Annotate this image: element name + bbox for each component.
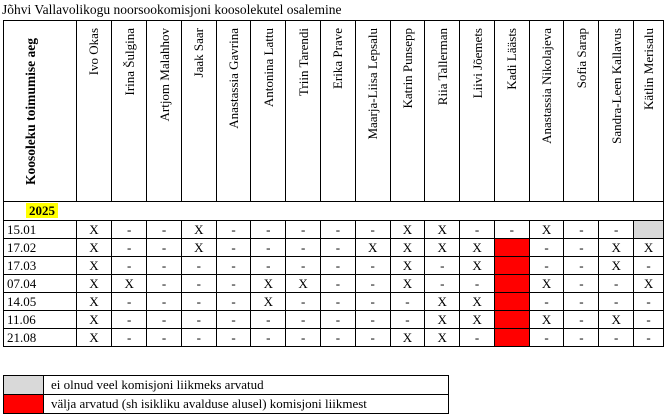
attendance-cell: X — [76, 239, 112, 257]
table-row — [4, 239, 664, 257]
member-name: Liivi Jõemets — [469, 28, 485, 99]
attendance-cell: X — [529, 221, 564, 239]
attendance-cell — [494, 239, 529, 257]
member-name: Triin Tarendi — [295, 28, 311, 97]
attendance-cell: X — [460, 311, 495, 329]
attendance-cell: - — [147, 221, 182, 239]
attendance-cell: - — [460, 221, 495, 239]
attendance-cell: - — [112, 239, 147, 257]
attendance-cell: - — [286, 293, 321, 311]
attendance-cell: - — [321, 311, 356, 329]
attendance-cell: X — [76, 221, 112, 239]
attendance-cell: - — [112, 329, 147, 347]
attendance-cell — [494, 329, 529, 347]
member-name: Maarja-Liisa Lepsalu — [365, 28, 381, 140]
attendance-cell: - — [147, 275, 182, 293]
attendance-cell: - — [634, 293, 664, 311]
attendance-cell: - — [181, 257, 216, 275]
header-meeting-time-label: Koosoleku toimumise aeg — [22, 37, 38, 185]
attendance-cell: X — [425, 329, 460, 347]
attendance-cell: - — [251, 221, 286, 239]
member-name: Erika Prave — [330, 28, 346, 90]
attendance-cell: - — [181, 293, 216, 311]
attendance-cell — [494, 257, 529, 275]
attendance-cell: X — [390, 257, 425, 275]
header-meeting-time — [4, 21, 77, 202]
member-name: Sandra-Leen Kallavus — [608, 28, 624, 144]
meeting-date: 14.05 — [4, 293, 77, 311]
header-member — [529, 21, 564, 202]
attendance-cell: - — [251, 329, 286, 347]
legend-row — [4, 395, 449, 414]
table-row — [4, 311, 664, 329]
member-name: Ivo Okas — [86, 28, 102, 76]
attendance-cell: - — [251, 311, 286, 329]
table-row — [4, 275, 664, 293]
attendance-cell: - — [181, 275, 216, 293]
attendance-cell: - — [321, 221, 356, 239]
attendance-cell: - — [599, 221, 634, 239]
attendance-cell: - — [286, 257, 321, 275]
table-row — [4, 293, 664, 311]
attendance-cell: - — [147, 293, 182, 311]
attendance-cell: X — [286, 275, 321, 293]
page-title: Jõhvi Vallavolikogu noorsookomisjoni koosolekutel osalemine — [2, 2, 342, 17]
attendance-cell — [494, 293, 529, 311]
attendance-cell: X — [599, 311, 634, 329]
member-name: Jaak Saar — [191, 28, 207, 78]
attendance-cell: X — [460, 293, 495, 311]
year-badge: 2025 — [26, 203, 58, 218]
header-member — [147, 21, 182, 202]
attendance-cell: X — [76, 257, 112, 275]
header-member — [216, 21, 251, 202]
attendance-cell: X — [251, 275, 286, 293]
member-name: Anastassia Gavrina — [226, 28, 242, 129]
attendance-cell: - — [112, 311, 147, 329]
attendance-cell: - — [634, 257, 664, 275]
attendance-cell: X — [634, 239, 664, 257]
attendance-cell: - — [286, 239, 321, 257]
attendance-cell: - — [181, 311, 216, 329]
attendance-cell: - — [216, 311, 251, 329]
member-name: Sofia Sarap — [573, 28, 589, 89]
header-member — [181, 21, 216, 202]
attendance-cell: - — [216, 239, 251, 257]
legend-text: välja arvatud (sh isikliku avalduse alusel) komisjoni liikmest — [44, 395, 449, 414]
attendance-cell: X — [425, 221, 460, 239]
attendance-cell: - — [355, 311, 390, 329]
meeting-date: 21.08 — [4, 329, 77, 347]
header-member — [76, 21, 112, 202]
attendance-cell: - — [112, 257, 147, 275]
header-member — [564, 21, 599, 202]
attendance-cell: X — [390, 275, 425, 293]
attendance-cell: - — [529, 257, 564, 275]
attendance-cell: - — [216, 221, 251, 239]
attendance-cell: - — [216, 257, 251, 275]
year-cell — [4, 202, 664, 221]
attendance-cell: - — [390, 293, 425, 311]
table-row — [4, 329, 664, 347]
attendance-cell: X — [599, 239, 634, 257]
attendance-cell: - — [634, 329, 664, 347]
attendance-cell: X — [529, 311, 564, 329]
header-member — [251, 21, 286, 202]
attendance-cell: - — [425, 275, 460, 293]
legend-row — [4, 376, 449, 395]
attendance-cell: X — [181, 221, 216, 239]
attendance-cell: X — [251, 293, 286, 311]
attendance-cell: X — [390, 239, 425, 257]
attendance-cell: - — [355, 329, 390, 347]
attendance-cell: - — [147, 239, 182, 257]
member-name: Katrin Punsepp — [399, 28, 415, 109]
attendance-cell: - — [634, 311, 664, 329]
attendance-cell: - — [321, 329, 356, 347]
attendance-cell: - — [564, 293, 599, 311]
attendance-cell: - — [286, 311, 321, 329]
attendance-cell: - — [529, 239, 564, 257]
attendance-cell: - — [286, 329, 321, 347]
member-name: Kätlin Merisalu — [641, 28, 657, 110]
attendance-cell: - — [460, 329, 495, 347]
attendance-cell: X — [76, 275, 112, 293]
legend-text: ei olnud veel komisjoni liikmeks arvatud — [44, 376, 449, 395]
attendance-cell: X — [181, 239, 216, 257]
attendance-cell: - — [147, 311, 182, 329]
header-row — [4, 21, 664, 202]
header-member — [286, 21, 321, 202]
attendance-cell: X — [76, 293, 112, 311]
attendance-cell: - — [564, 329, 599, 347]
attendance-cell: - — [564, 257, 599, 275]
attendance-cell: X — [460, 239, 495, 257]
attendance-cell — [494, 311, 529, 329]
attendance-cell: - — [355, 221, 390, 239]
year-row — [4, 202, 664, 221]
attendance-cell: - — [355, 257, 390, 275]
attendance-cell: X — [390, 221, 425, 239]
attendance-cell: - — [355, 293, 390, 311]
attendance-cell: X — [634, 275, 664, 293]
attendance-cell: - — [321, 239, 356, 257]
member-name: Anastassia Nikolajeva — [539, 28, 555, 144]
legend-swatch — [4, 376, 44, 395]
header-member — [112, 21, 147, 202]
attendance-cell: - — [599, 275, 634, 293]
table-row — [4, 257, 664, 275]
attendance-cell: - — [564, 275, 599, 293]
member-name: Antonina Lattu — [260, 28, 276, 108]
attendance-cell: - — [112, 221, 147, 239]
attendance-cell: X — [529, 275, 564, 293]
meeting-date: 11.06 — [4, 311, 77, 329]
attendance-cell: X — [355, 239, 390, 257]
attendance-cell: - — [216, 275, 251, 293]
attendance-cell: X — [112, 275, 147, 293]
attendance-cell: - — [425, 257, 460, 275]
member-name: Irina Šulgina — [121, 28, 137, 96]
attendance-cell: - — [251, 257, 286, 275]
header-member — [460, 21, 495, 202]
legend-swatch — [4, 395, 44, 414]
meeting-date: 07.04 — [4, 275, 77, 293]
attendance-cell: X — [425, 311, 460, 329]
attendance-cell: - — [321, 293, 356, 311]
attendance-cell: X — [460, 257, 495, 275]
attendance-cell: - — [564, 239, 599, 257]
meeting-date: 17.02 — [4, 239, 77, 257]
header-member — [494, 21, 529, 202]
header-member — [390, 21, 425, 202]
meeting-date: 15.01 — [4, 221, 77, 239]
header-member — [425, 21, 460, 202]
member-name: Artjom Malahhov — [156, 28, 172, 122]
attendance-cell: - — [321, 275, 356, 293]
attendance-cell: X — [425, 293, 460, 311]
member-name: Riia Tallerman — [434, 28, 450, 106]
attendance-cell: - — [216, 293, 251, 311]
attendance-cell: - — [564, 311, 599, 329]
attendance-cell: - — [181, 329, 216, 347]
attendance-cell — [634, 221, 664, 239]
header-member — [599, 21, 634, 202]
attendance-cell: - — [390, 311, 425, 329]
attendance-cell: - — [564, 221, 599, 239]
attendance-cell: - — [599, 329, 634, 347]
attendance-cell: X — [76, 311, 112, 329]
header-member — [355, 21, 390, 202]
attendance-table — [3, 20, 664, 347]
attendance-cell: X — [599, 257, 634, 275]
attendance-cell: X — [390, 329, 425, 347]
attendance-cell: - — [251, 239, 286, 257]
meeting-date: 17.03 — [4, 257, 77, 275]
attendance-cell: - — [216, 329, 251, 347]
attendance-cell: X — [76, 329, 112, 347]
attendance-cell: - — [147, 257, 182, 275]
attendance-cell: X — [425, 239, 460, 257]
legend — [3, 375, 449, 414]
header-member — [321, 21, 356, 202]
member-name: Kadi Läästs — [504, 28, 520, 90]
attendance-cell: - — [494, 221, 529, 239]
table-row — [4, 221, 664, 239]
attendance-cell: - — [599, 293, 634, 311]
attendance-cell: - — [355, 275, 390, 293]
attendance-cell: - — [529, 329, 564, 347]
attendance-cell: - — [460, 275, 495, 293]
attendance-cell: - — [286, 221, 321, 239]
attendance-cell — [494, 275, 529, 293]
attendance-cell: - — [147, 329, 182, 347]
header-member — [634, 21, 664, 202]
attendance-cell: - — [321, 257, 356, 275]
attendance-cell: - — [529, 293, 564, 311]
attendance-cell: - — [112, 293, 147, 311]
